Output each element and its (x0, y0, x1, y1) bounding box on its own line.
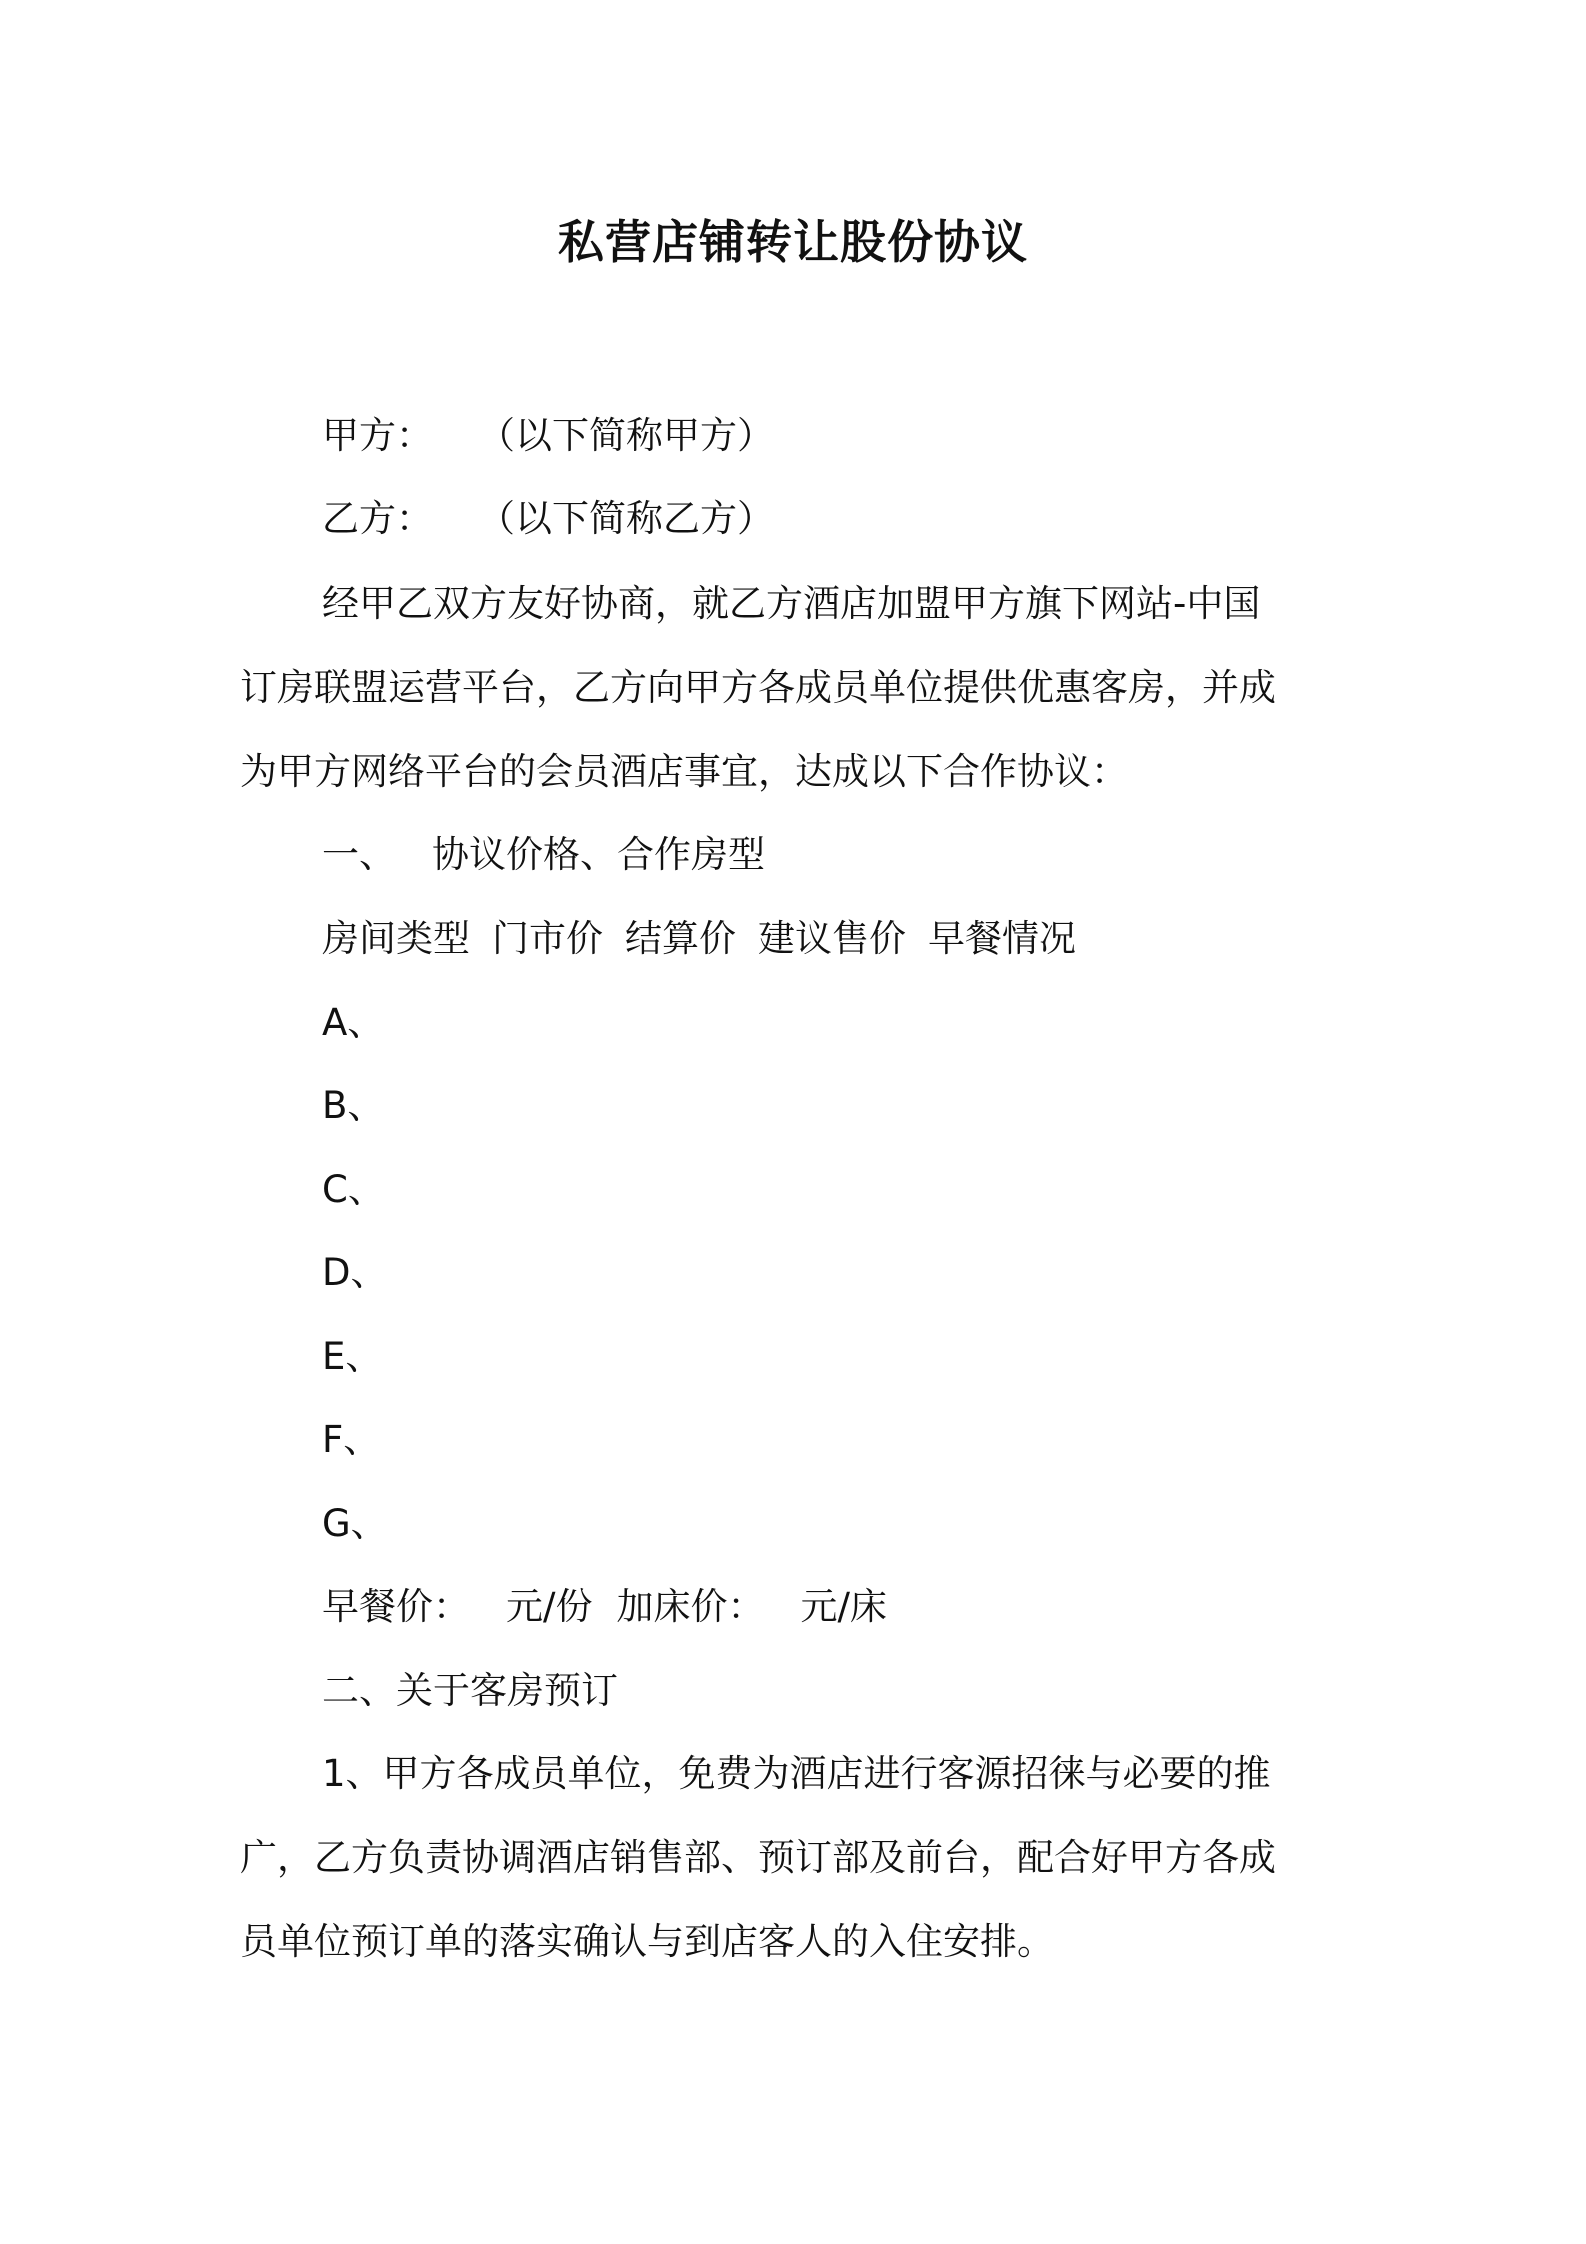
column-suggested-price: 建议售价 (758, 917, 906, 960)
party-b-line (322, 494, 774, 544)
section2-heading: 二、关于客房预订 (322, 1669, 618, 1712)
intro-line-2: 订房联盟运营平台，乙方向甲方各成员单位提供优惠客房，并成 (240, 666, 1276, 709)
section1-number: 一、 (322, 833, 396, 876)
room-row-f: F、 (322, 1418, 381, 1461)
section1-title: 协议价格、合作房型 (432, 833, 765, 876)
party-b-label: 乙方： (322, 497, 433, 540)
party-a-label: 甲方： (322, 414, 433, 457)
section2-para1-line-1: 1、甲方各成员单位，免费为酒店进行客源招徕与必要的推 (322, 1752, 1271, 1795)
party-a-line (322, 411, 774, 461)
breakfast-price-unit: 元/份 (506, 1585, 593, 1628)
section2-para1-line-2: 广，乙方负责协调酒店销售部、预订部及前台，配合好甲方各成 (240, 1836, 1276, 1879)
party-a-note: （以下简称甲方） (478, 414, 774, 457)
party-b-note: （以下简称乙方） (478, 497, 774, 540)
room-row-e: E、 (322, 1335, 383, 1378)
column-rack-rate: 门市价 (492, 917, 603, 960)
room-row-b: B、 (322, 1084, 385, 1127)
column-settlement-price: 结算价 (625, 917, 736, 960)
breakfast-price-label: 早餐价： (322, 1585, 470, 1628)
room-row-g: G、 (322, 1502, 388, 1545)
intro-line-1: 经甲乙双方友好协商，就乙方酒店加盟甲方旗下网站-中国 (322, 582, 1261, 625)
room-row-a: A、 (322, 1001, 385, 1044)
table-header-row (322, 914, 1076, 964)
column-breakfast: 早餐情况 (928, 917, 1076, 960)
intro-line-3: 为甲方网络平台的会员酒店事宜，达成以下合作协议： (240, 750, 1128, 793)
section1-heading (322, 830, 765, 880)
document-title: 私营店铺转让股份协议 (558, 215, 1028, 269)
extra-bed-label: 加床价： (616, 1585, 765, 1628)
room-row-c: C、 (322, 1168, 385, 1211)
section2-para1-line-3: 员单位预订单的落实确认与到店客人的入住安排。 (240, 1920, 1054, 1963)
price-line (322, 1582, 887, 1632)
column-room-type: 房间类型 (322, 917, 470, 960)
room-row-d: D、 (322, 1251, 388, 1294)
extra-bed-unit: 元/床 (800, 1585, 887, 1628)
